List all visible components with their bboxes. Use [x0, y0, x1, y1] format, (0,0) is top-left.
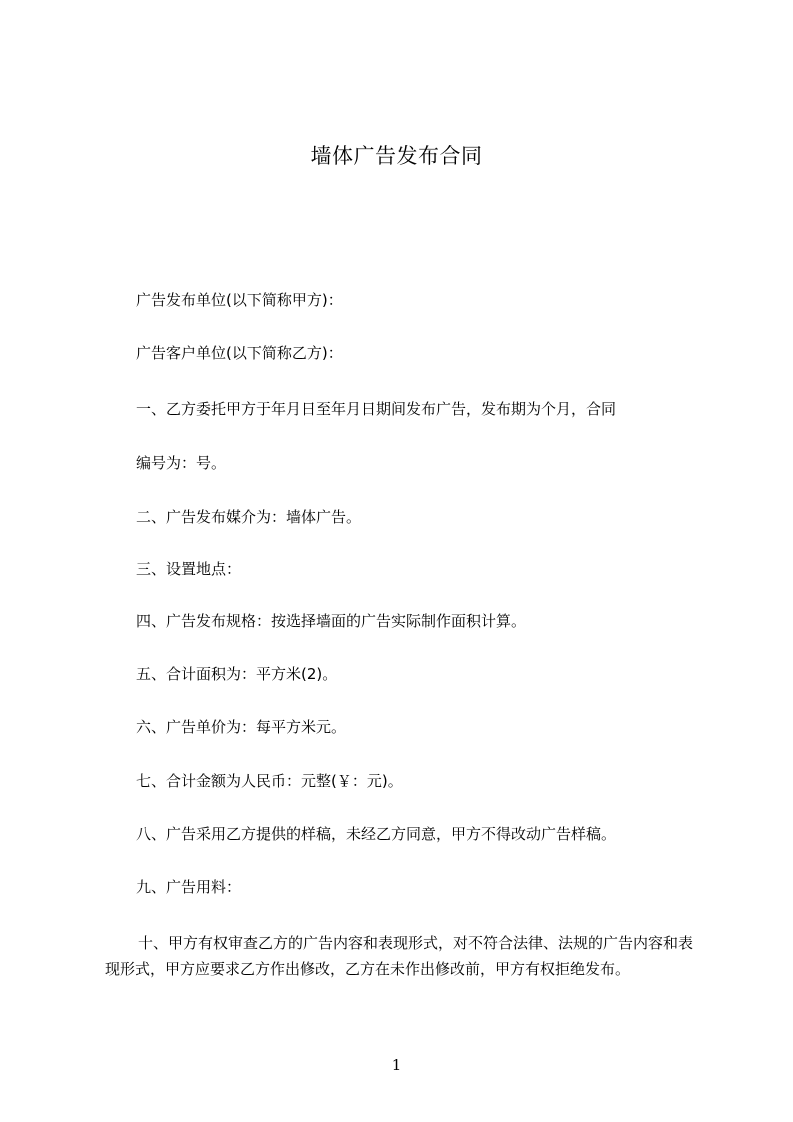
- clause-9: 九、广告用料：: [136, 878, 242, 896]
- clause-6: 六、广告单价为：每平方米元。: [136, 718, 347, 736]
- clause-4: 四、广告发布规格：按选择墙面的广告实际制作面积计算。: [136, 612, 527, 630]
- page-number: 1: [391, 1056, 402, 1074]
- party-a-line: 广告发布单位(以下简称甲方)：: [136, 291, 343, 309]
- clause-3: 三、设置地点：: [136, 560, 242, 578]
- clause-1-line-2: 编号为：号。: [136, 454, 227, 472]
- party-b-line: 广告客户单位(以下简称乙方)：: [136, 344, 343, 362]
- document-title: 墙体广告发布合同: [310, 144, 483, 168]
- clause-8: 八、广告采用乙方提供的样稿，未经乙方同意，甲方不得改动广告样稿。: [136, 825, 617, 843]
- clause-10: 十、甲方有权审查乙方的广告内容和表现形式，对不符合法律、法规的广告内容和表现形式，甲方应要求乙方作出修改，乙方在未作出修改前，甲方有权拒绝发布。: [105, 934, 694, 978]
- clause-2: 二、广告发布媒介为：墙体广告。: [136, 508, 362, 526]
- clause-7: 七、合计金额为人民币：元整(￥：元)。: [136, 772, 403, 790]
- clause-5: 五、合计面积为：平方米(2)。: [136, 665, 338, 683]
- clause-1-line-1: 一、乙方委托甲方于年月日至年月日期间发布广告，发布期为个月，合同: [136, 400, 617, 418]
